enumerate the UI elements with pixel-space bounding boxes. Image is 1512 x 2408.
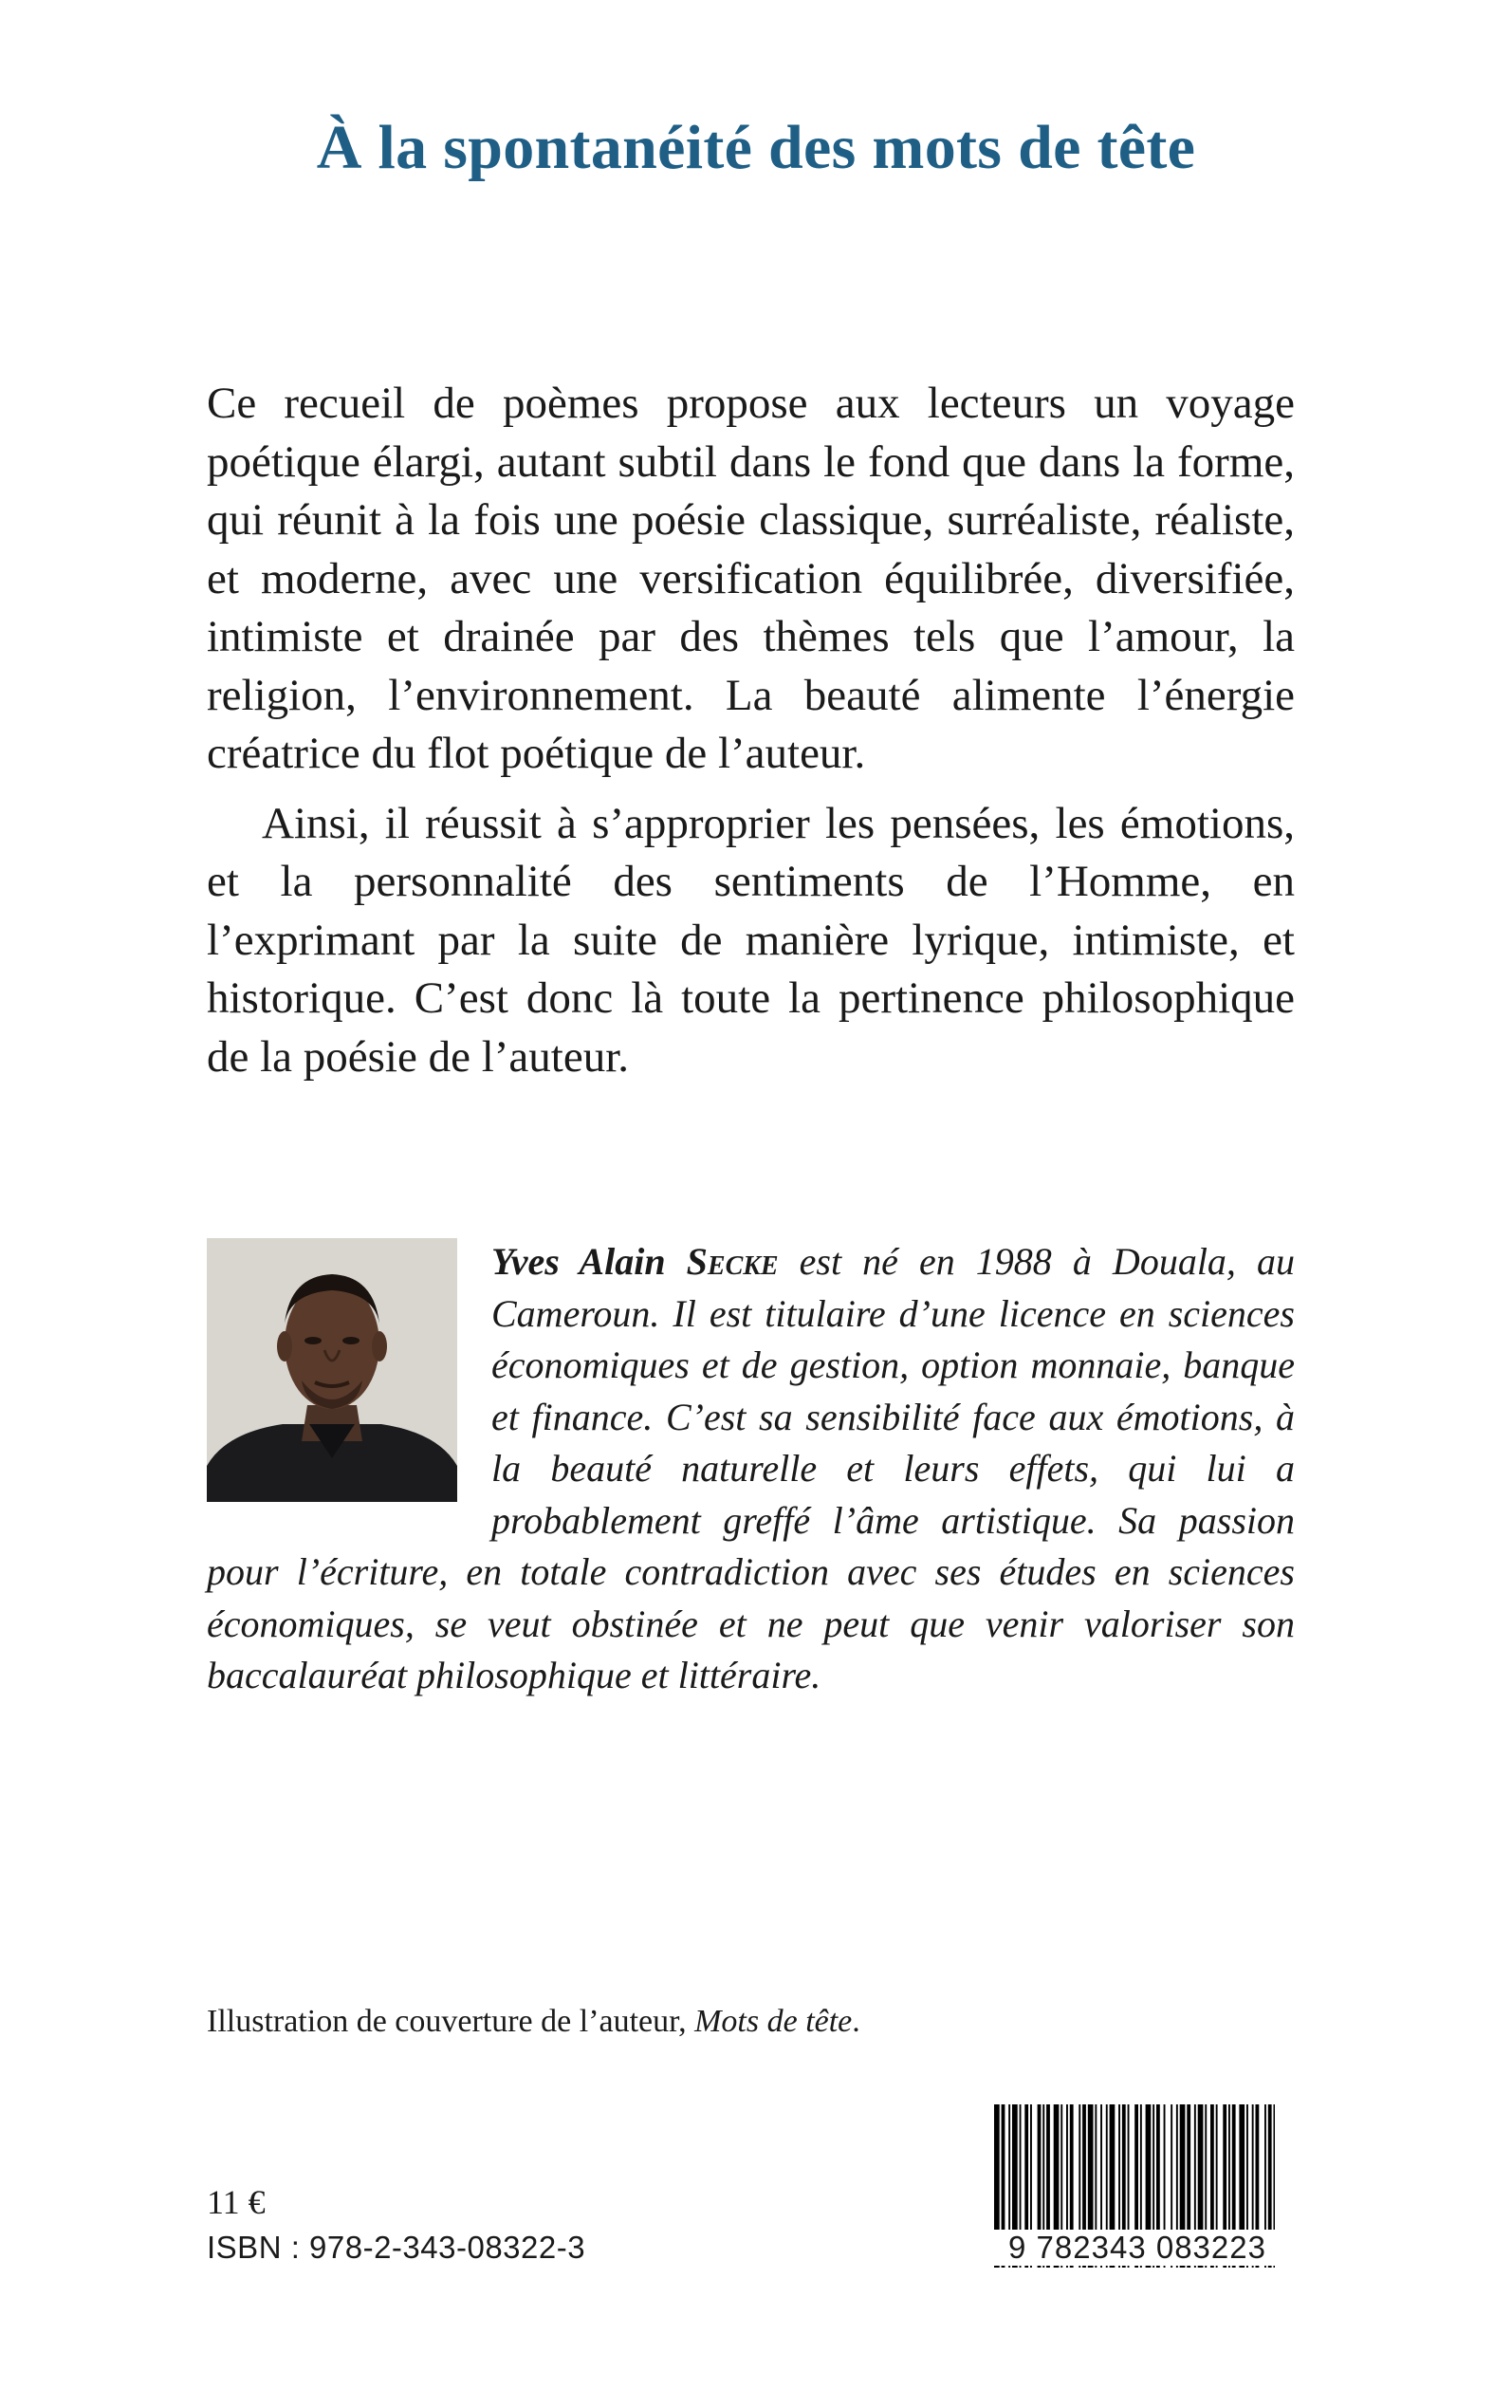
- synopsis: [207, 375, 1295, 1086]
- cover-credit: Illustration de couverture de l’auteur, Mots de tête.: [207, 2004, 860, 2039]
- author-photo: [207, 1238, 457, 1502]
- author-section: [207, 1236, 1295, 1702]
- credit-work-title: Mots de tête: [694, 2004, 853, 2039]
- book-title: À la spontanéité des mots de tête: [316, 113, 1196, 182]
- author-bio-text: est né en 1988 à Douala, au Cameroun. Il est titulaire d’une licence en sciences économiques et de gestion, option monnaie, banque et finance. C’est sa sensibilité face aux émotions, à la beauté naturelle et leurs effets, qui lui a probablement greffé l’âme artistique. Sa passion pour l’écriture, en totale contradiction avec ses études en sciences économiques, se veut obstinée et ne peut que venir valoriser son baccalauréat philosophique et littéraire.: [207, 1240, 1296, 1696]
- author-name: Yves Alain Secke: [491, 1240, 779, 1283]
- barcode-digits: 9 782343 083223: [986, 2230, 1288, 2266]
- synopsis-paragraph-1: Ce recueil de poèmes propose aux lecteurs un voyage poétique élargi, autant subtil dans le fond que dans la forme, qui réunit à la fois une poésie classique, surréaliste, réaliste, et moderne, avec une versification équilibrée, diversifiée, intimiste et drainée par des thèmes tels que l’amour, la religion, l’environnement. La beauté alimente l’énergie créatrice du flot poétique de l’auteur.: [207, 379, 1295, 778]
- synopsis-paragraph-2: Ainsi, il réussit à s’approprier les pensées, les émotions, et la personnalité des sentiments de l’Homme, en l’exprimant par la suite de manière lyrique, intimiste, et historique. C’est donc là toute la pertinence philosophique de la poésie de l’auteur.: [207, 798, 1295, 1082]
- isbn: ISBN : 978-2-343-08322-3: [207, 2230, 586, 2265]
- price: 11 €: [207, 2183, 266, 2221]
